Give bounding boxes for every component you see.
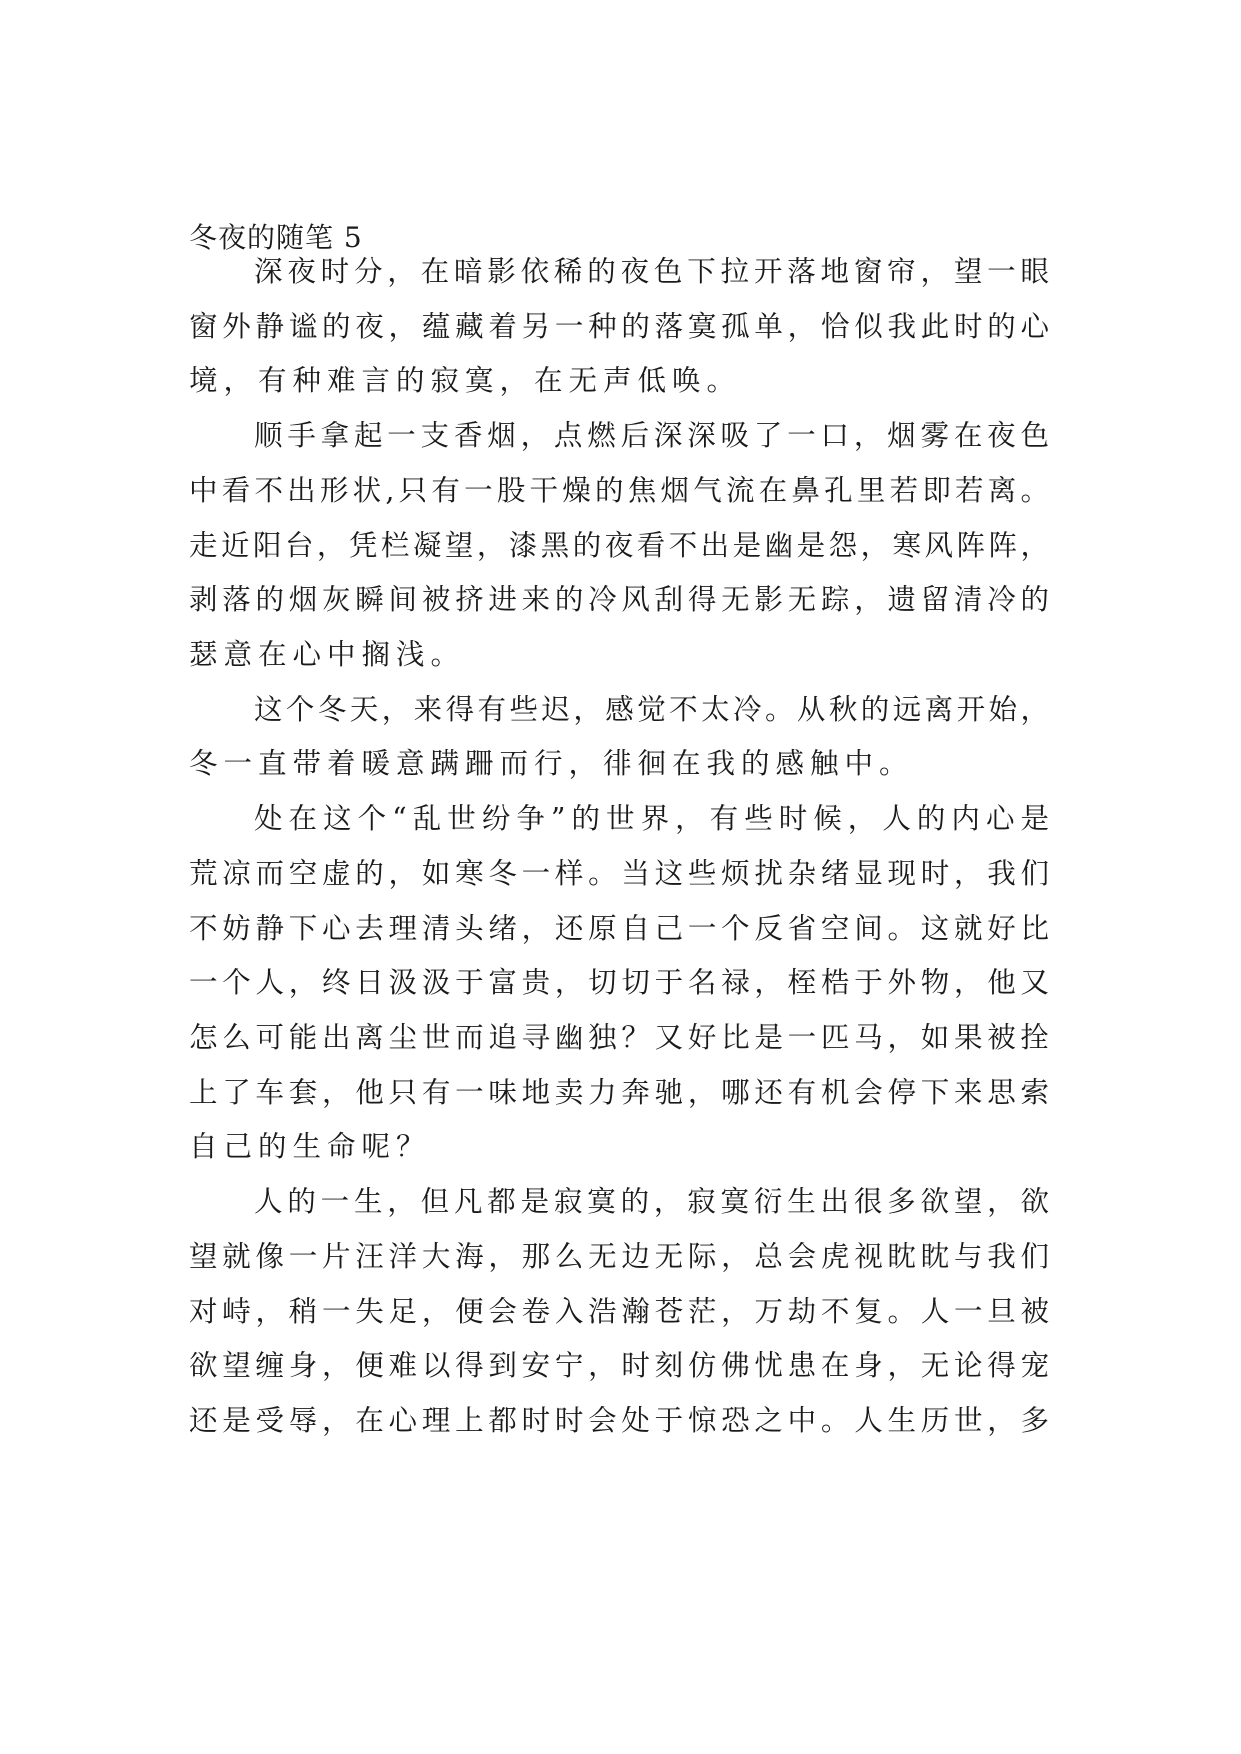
paragraph-line: 剥落的烟灰瞬间被挤进来的冷风刮得无影无踪，遗留清冷的	[189, 583, 1049, 616]
paragraph-line: 深夜时分，在暗影依稀的夜色下拉开落地窗帘，望一眼	[254, 255, 1049, 288]
paragraph-line: 处在这个“乱世纷争”的世界，有些时候，人的内心是	[254, 802, 1049, 835]
paragraph-line: 走近阳台，凭栏凝望，漆黑的夜看不出是幽是怨，寒风阵阵，	[189, 529, 1049, 562]
paragraph-line: 荒凉而空虚的，如寒冬一样。当这些烦扰杂绪显现时，我们	[189, 857, 1049, 890]
paragraph-line: 冬一直带着暖意蹒跚而行，徘徊在我的感触中。	[189, 747, 914, 780]
paragraph-line: 怎么可能出离尘世而追寻幽独？又好比是一匹马，如果被拴	[189, 1021, 1049, 1054]
paragraph-line: 欲望缠身，便难以得到安宁，时刻仿佛忧患在身，无论得宠	[189, 1349, 1049, 1382]
paragraph-line: 望就像一片汪洋大海，那么无边无际，总会虎视眈眈与我们	[189, 1240, 1049, 1273]
paragraph-line: 对峙，稍一失足，便会卷入浩瀚苍茫，万劫不复。人一旦被	[189, 1295, 1049, 1328]
paragraph-line: 瑟意在心中搁浅。	[189, 638, 466, 671]
paragraph-line: 人的一生，但凡都是寂寞的，寂寞衍生出很多欲望，欲	[254, 1185, 1049, 1218]
paragraph-line: 上了车套，他只有一味地卖力奔驰，哪还有机会停下来思索	[189, 1076, 1049, 1109]
paragraph-line: 顺手拿起一支香烟，点燃后深深吸了一口，烟雾在夜色	[254, 419, 1049, 452]
paragraph-line: 中看不出形状,只有一股干燥的焦烟气流在鼻孔里若即若离。	[189, 474, 1049, 507]
paragraph-line: 这个冬天，来得有些迟，感觉不太冷。从秋的远离开始，	[254, 693, 1049, 726]
paragraph-line: 一个人，终日汲汲于富贵，切切于名禄，桎梏于外物，他又	[189, 966, 1049, 999]
paragraph-line: 自己的生命呢？	[189, 1130, 431, 1163]
paragraph-line: 境，有种难言的寂寞，在无声低唤。	[189, 364, 742, 397]
paragraph-line: 窗外静谧的夜，蕴藏着另一种的落寞孤单，恰似我此时的心	[189, 310, 1049, 343]
document-title: 冬夜的随笔 5	[189, 221, 363, 254]
paragraph-line: 不妨静下心去理清头绪，还原自己一个反省空间。这就好比	[189, 912, 1049, 945]
paragraph-line: 还是受辱，在心理上都时时会处于惊恐之中。人生历世，多	[189, 1404, 1049, 1437]
